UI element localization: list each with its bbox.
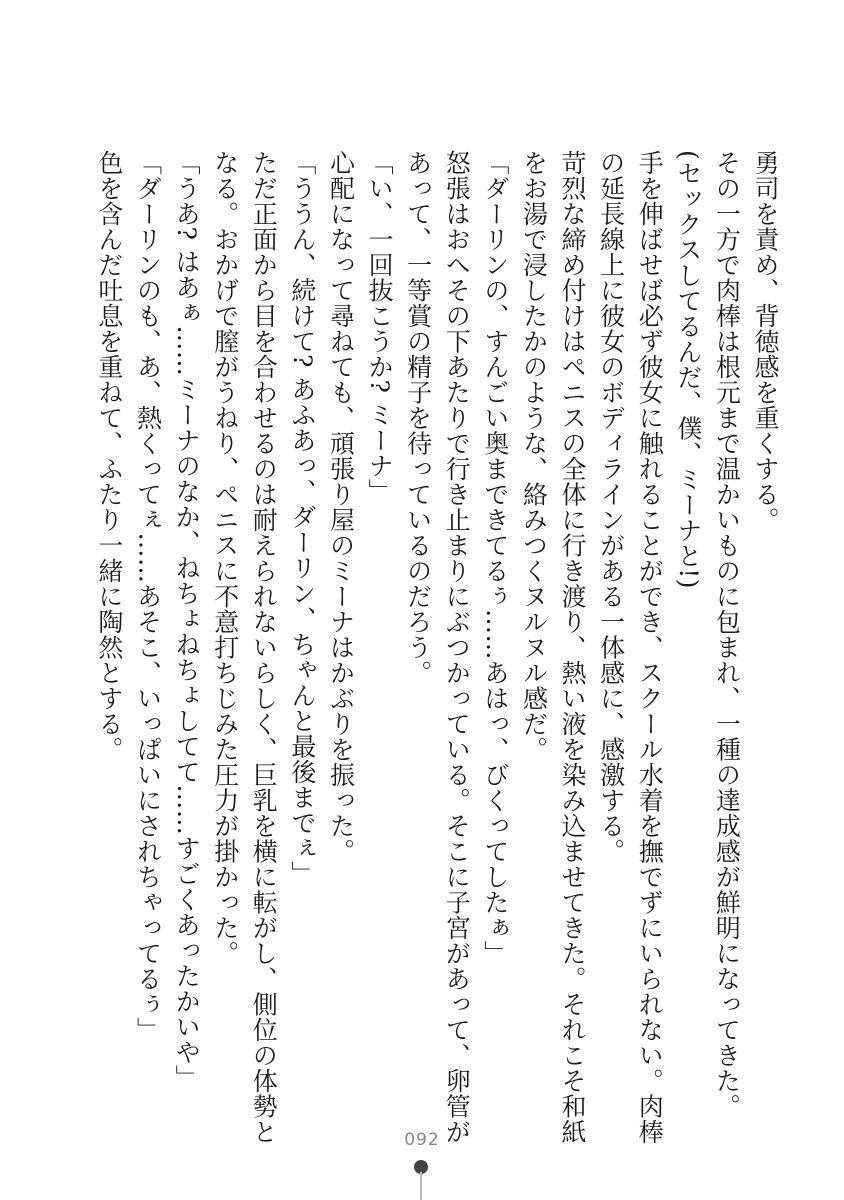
marker-stem [420, 1172, 422, 1200]
text-line-3: (セックスしてるんだ、僕、ミーナと!) [673, 150, 703, 590]
text-line-13: 「ううん、続けて? あふあっ、ダーリン、ちゃんと最後までぇ」 [287, 150, 317, 887]
text-line-6: 苛烈な締め付けはペニスの全体に行き渡り、熱い液を染み込ませてきた。それこそ和紙 [558, 150, 588, 1145]
text-line-11: 「い、一回抜こうか? ミーナ」 [365, 150, 395, 504]
text-line-15: なる。おかげで膣がうねり、ペニスに不意打ちじみた圧力が掛かった。 [210, 150, 240, 966]
text-line-1: 勇司を責め、背徳感を重くする。 [751, 150, 780, 533]
text-line-12: 心配になって尋ねても、頑張り屋のミーナはかぶりを振った。 [326, 150, 356, 864]
text-line-7: をお湯で浸したかのような、絡みつくヌルヌル感だ。 [519, 150, 549, 762]
page-number: 092 [404, 1130, 440, 1150]
text-line-4: 手を伸ばせば必ず彼女に触れることができ、スクール水着を撫でずにいられない。肉棒 [635, 150, 665, 1145]
text-line-5: の延長線上に彼女のボディラインがある一体感に、感激する。 [596, 150, 626, 864]
text-line-18: 色を含んだ吐息を重ねて、ふたり一緒に陶然とする。 [94, 150, 124, 762]
text-line-9: 怒張はおへその下あたりで行き止まりにぶつかっている。そこに子宮があって、卵管が [442, 150, 472, 1145]
text-line-14: ただ正面から目を合わせるのは耐えられないらしく、巨乳を横に転がし、側位の体勢と [249, 150, 279, 1145]
text-line-16: 「うあ? はあぁ……ミーナのなか、ねちょねちょしてて……すごくあったかいや」 [172, 150, 202, 1091]
text-line-8: 「ダーリンの、すんごい奥まできてるぅ……あはっ、びくってしたぁ」 [480, 150, 510, 966]
text-line-10: あって、一等賞の精子を待っているのだろう。 [403, 150, 433, 686]
text-line-2: その一方で肉棒は根元まで温かいものに包まれ、一種の達成感が鮮明になってきた。 [712, 150, 742, 1119]
text-line-17: 「ダーリンのも、あ、熱くってぇ……あそこ、いっぱいにされちゃってるぅ」 [133, 150, 163, 1043]
page-marker-icon [414, 1160, 430, 1200]
